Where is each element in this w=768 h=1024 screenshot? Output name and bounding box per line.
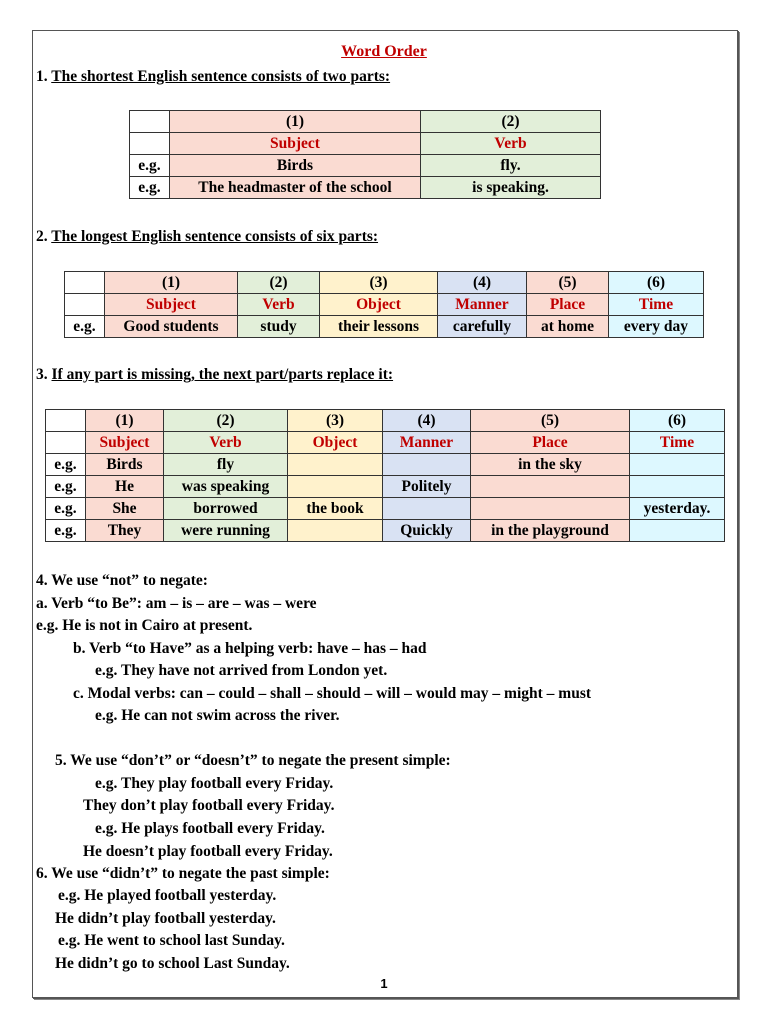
section-3-text: If any part is missing, the next part/parts replace it:: [51, 366, 394, 383]
note-line: They don’t play football every Friday.: [83, 797, 335, 814]
table-cell-label-object: Object: [320, 294, 438, 316]
table-cell: [383, 498, 471, 520]
table-cell-empty: [65, 294, 105, 316]
table-cell: borrowed: [164, 498, 288, 520]
table-missing-parts: [45, 409, 725, 542]
table-cell: She: [86, 498, 164, 520]
section-3-heading: [36, 366, 393, 384]
table-cell-number: (2): [421, 111, 601, 133]
table-row: [46, 498, 725, 520]
section-1-number: 1.: [36, 68, 48, 85]
table-cell: study: [238, 316, 320, 338]
table-row: [46, 520, 725, 542]
table-cell: fly.: [421, 155, 601, 177]
table-cell-number: (1): [86, 410, 164, 432]
table-cell: [288, 454, 383, 476]
table-cell-label-subject: Subject: [170, 133, 421, 155]
table-cell: [630, 476, 725, 498]
section-5-heading: 5. We use “don’t” or “doesn’t” to negate the present simple:: [55, 752, 451, 769]
table-cell-empty: [46, 410, 86, 432]
table-cell-eg: e.g.: [46, 520, 86, 542]
table-cell: was speaking: [164, 476, 288, 498]
table-cell-eg: e.g.: [65, 316, 105, 338]
table-cell-number: (2): [238, 272, 320, 294]
table-cell: [288, 520, 383, 542]
table-row-numbers: [65, 272, 704, 294]
note-line: He didn’t play football yesterday.: [55, 910, 276, 927]
section-2-text: The longest English sentence consists of six parts:: [51, 228, 379, 245]
table-cell: is speaking.: [421, 177, 601, 199]
table-row: [65, 316, 704, 338]
table-cell: They: [86, 520, 164, 542]
table-cell: Good students: [105, 316, 238, 338]
table-cell: their lessons: [320, 316, 438, 338]
note-line: e.g. He is not in Cairo at present.: [36, 617, 253, 634]
table-six-parts: [64, 271, 704, 338]
table-cell: in the sky: [471, 454, 630, 476]
note-line: e.g. He went to school last Sunday.: [58, 932, 285, 949]
table-cell-eg: e.g.: [130, 177, 170, 199]
table-cell-eg: e.g.: [46, 498, 86, 520]
note-line: e.g. They have not arrived from London yet.: [95, 662, 388, 679]
table-cell-label-manner: Manner: [383, 432, 471, 454]
table-cell-number: (1): [105, 272, 238, 294]
table-cell: Politely: [383, 476, 471, 498]
table-cell: [471, 476, 630, 498]
table-cell: Quickly: [383, 520, 471, 542]
table-cell-empty: [130, 133, 170, 155]
table-cell-label-verb: Verb: [421, 133, 601, 155]
table-cell: He: [86, 476, 164, 498]
table-cell-empty: [65, 272, 105, 294]
table-cell-number: (2): [164, 410, 288, 432]
table-cell-number: (1): [170, 111, 421, 133]
note-line: e.g. He can not swim across the river.: [95, 707, 340, 724]
table-cell-number: (4): [383, 410, 471, 432]
table-row-labels: [65, 294, 704, 316]
table-cell-number: (3): [320, 272, 438, 294]
table-cell-label-verb: Verb: [238, 294, 320, 316]
table-cell: fly: [164, 454, 288, 476]
table-cell: were running: [164, 520, 288, 542]
section-3-number: 3.: [36, 366, 48, 383]
note-line: He didn’t go to school Last Sunday.: [55, 955, 290, 972]
note-line: He doesn’t play football every Friday.: [83, 843, 333, 860]
table-cell: The headmaster of the school: [170, 177, 421, 199]
table-cell: the book: [288, 498, 383, 520]
table-cell-label-place: Place: [527, 294, 609, 316]
table-row-labels: [130, 133, 601, 155]
table-cell-eg: e.g.: [46, 454, 86, 476]
note-line: e.g. He plays football every Friday.: [95, 820, 325, 837]
section-2-heading: [36, 228, 378, 246]
table-cell-eg: e.g.: [46, 476, 86, 498]
table-cell-label-subject: Subject: [105, 294, 238, 316]
table-cell: yesterday.: [630, 498, 725, 520]
table-cell-number: (4): [438, 272, 527, 294]
table-cell-label-time: Time: [630, 432, 725, 454]
table-row: [46, 454, 725, 476]
table-row: [130, 177, 601, 199]
table-cell-label-manner: Manner: [438, 294, 527, 316]
page-number: 1: [380, 976, 388, 991]
section-1-heading: [36, 68, 390, 86]
table-cell: [630, 454, 725, 476]
table-cell: every day: [609, 316, 704, 338]
table-cell-number: (3): [288, 410, 383, 432]
table-cell: at home: [527, 316, 609, 338]
table-row-numbers: [130, 111, 601, 133]
section-1-text: The shortest English sentence consists of two parts:: [51, 68, 391, 85]
page-title: Word Order: [341, 43, 427, 60]
table-cell: [471, 498, 630, 520]
table-cell: [288, 476, 383, 498]
table-cell-number: (6): [609, 272, 704, 294]
table-row-labels: [46, 432, 725, 454]
note-line: e.g. They play football every Friday.: [95, 775, 334, 792]
table-row-numbers: [46, 410, 725, 432]
section-6-heading: 6. We use “didn’t” to negate the past simple:: [36, 865, 330, 882]
table-cell-label-subject: Subject: [86, 432, 164, 454]
table-cell: [630, 520, 725, 542]
table-cell: Birds: [86, 454, 164, 476]
table-cell-number: (5): [527, 272, 609, 294]
note-line: a. Verb “to Be”: am – is – are – was – were: [36, 595, 317, 612]
table-cell-number: (6): [630, 410, 725, 432]
note-line: c. Modal verbs: can – could – shall – should – will – would may – might – must: [73, 685, 592, 702]
table-cell-label-object: Object: [288, 432, 383, 454]
table-cell-eg: e.g.: [130, 155, 170, 177]
table-cell: [383, 454, 471, 476]
table-cell: carefully: [438, 316, 527, 338]
table-row: [46, 476, 725, 498]
table-cell-label-verb: Verb: [164, 432, 288, 454]
table-cell-empty: [130, 111, 170, 133]
section-4-heading: 4. We use “not” to negate:: [36, 572, 208, 589]
table-cell: in the playground: [471, 520, 630, 542]
note-line: b. Verb “to Have” as a helping verb: have – has – had: [73, 640, 427, 657]
note-line: e.g. He played football yesterday.: [58, 887, 277, 904]
table-cell-label-time: Time: [609, 294, 704, 316]
table-two-parts: [129, 110, 601, 199]
table-cell-number: (5): [471, 410, 630, 432]
table-row: [130, 155, 601, 177]
section-2-number: 2.: [36, 228, 48, 245]
table-cell-empty: [46, 432, 86, 454]
table-cell: Birds: [170, 155, 421, 177]
table-cell-label-place: Place: [471, 432, 630, 454]
